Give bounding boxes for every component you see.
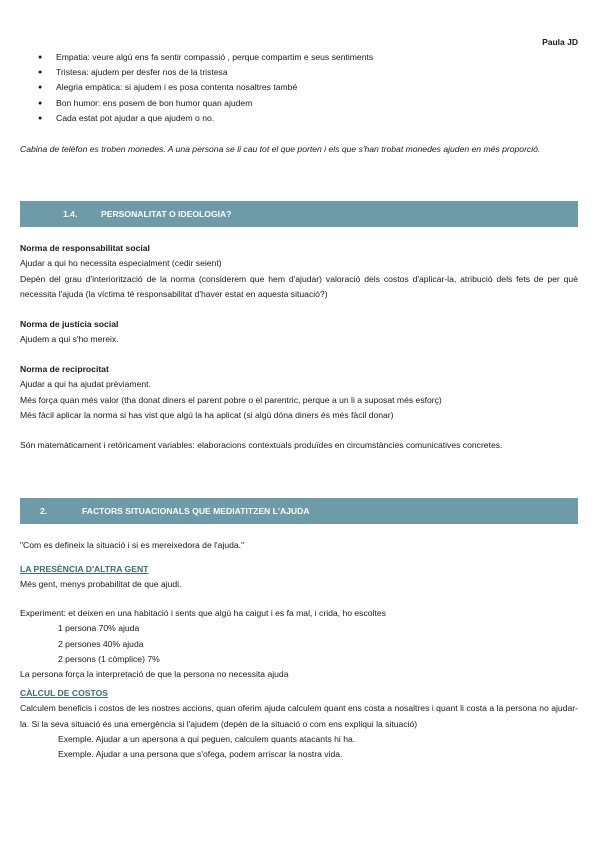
- norm-text: Més fàcil aplicar la norma si has vist que algú la ha aplicat (si algú dóna diners és més fàcil donar): [20, 409, 394, 420]
- norm-title: Norma de responsabilitat social: [20, 243, 150, 253]
- presencia-section: [20, 562, 578, 593]
- norm-text: Ajudem a qui s'ho mereix.: [20, 334, 119, 345]
- paragraph: Calculem beneficis i costos de les nostres accions, quan oferim ajuda calculem quant ens costa a nosaltres i quant li costa a la persona no ajudar-la. Si la seva situació és una emergència si l'ajudem (depèn de la situació o com ens expliqui la situació): [20, 703, 578, 729]
- list-item: ● Alegria empàtica: si ajudem i es posa contenta nosaltres també: [38, 80, 373, 95]
- section-quote: "Com es defineix la situació i si es mereixedora de l'ajuda.": [20, 540, 245, 550]
- list-item: Exemple. Ajudar a un apersona a qui peguen, calculem quants atacants hi ha.: [58, 733, 356, 744]
- author-name: Paula JD: [542, 37, 578, 47]
- list-item: ● Empatia: veure algú ens fa sentir compassió , perque compartim e seus sentiments: [38, 50, 373, 65]
- norm-title: Norma de reciprocitat: [20, 364, 109, 374]
- subsection-title: LA PRESÈNCIA D'ALTRA GENT: [20, 564, 149, 574]
- list-item: 1 persona 70% ajuda: [58, 623, 140, 634]
- list-item: Exemple. Ajudar a una persona que s'ofega, podem arriscar la nostra vida.: [58, 749, 343, 760]
- norm-title: Norma de justícia social: [20, 319, 119, 329]
- emotions-bullet-list: [38, 50, 373, 126]
- list-item: 2 persons (1 còmplice) 7%: [58, 653, 160, 664]
- norm-responsabilitat: [20, 241, 578, 302]
- section-header-1-4: [20, 201, 578, 227]
- section-number: 2.: [40, 506, 48, 516]
- norm-text: Depèn del grau d'interiorització de la norma (considerem que hem d'ajudar) valoració dels costos d'aplicar-la, atribució dels fets de per què necessita l'ajuda (la víctima té responsabilitat d'haver estat en aquesta situació?): [20, 273, 578, 299]
- section-header-2: [20, 498, 578, 524]
- section-title: PERSONALITAT O IDEOLOGIA?: [101, 209, 232, 219]
- subsection-title: CÀLCUL DE COSTOS: [20, 688, 109, 698]
- section-title: FACTORS SITUACIONALS QUE MEDIATITZEN L'AJUDA: [82, 506, 310, 516]
- norm-justicia: [20, 317, 578, 348]
- norms-closing: Són matemàticament i retòricament variables: elaboracions contextuals produïdes en circumstàncies comunicatives concretes.: [20, 440, 503, 450]
- norm-text: Ajudar a qui ha ajudat prèviament.: [20, 379, 151, 390]
- paragraph: Experiment: et deixen en una habitació i sents que algú ha caigut i es fa mal, i crida, ho escoltes: [20, 608, 386, 618]
- norm-text: Ajudar a qui ho necessita especialment (cedir seient): [20, 258, 222, 269]
- list-item: ● Bon humor: ens posem de bon humor quan ajudem: [38, 96, 373, 111]
- paragraph: Més gent, menys probabilitat de que ajudi.: [20, 579, 182, 590]
- example-paragraph: Cabina de telèfon es troben monedes. A una persona se li cau tot el que porten i els que s'han trobat monedes ajuden en més proporció.: [20, 144, 541, 154]
- experiment-block: [20, 606, 578, 682]
- norm-text: Més força quan més valor (tha donat diners el parent pobre o el parentric, perque a un li a suposat més esforç): [20, 394, 442, 405]
- list-item: ● Cada estat pot ajudar a que ajudem o no.: [38, 111, 373, 126]
- costos-section: [20, 686, 578, 762]
- list-item: ● Tristesa: ajudem per desfer nos de la tristesa: [38, 65, 373, 80]
- list-item: 2 persones 40% ajuda: [58, 638, 144, 649]
- paragraph: La persona força la interpretació de que la persona no necessita ajuda: [20, 669, 289, 680]
- section-number: 1.4.: [63, 209, 78, 219]
- norm-reciprocitat: [20, 362, 578, 423]
